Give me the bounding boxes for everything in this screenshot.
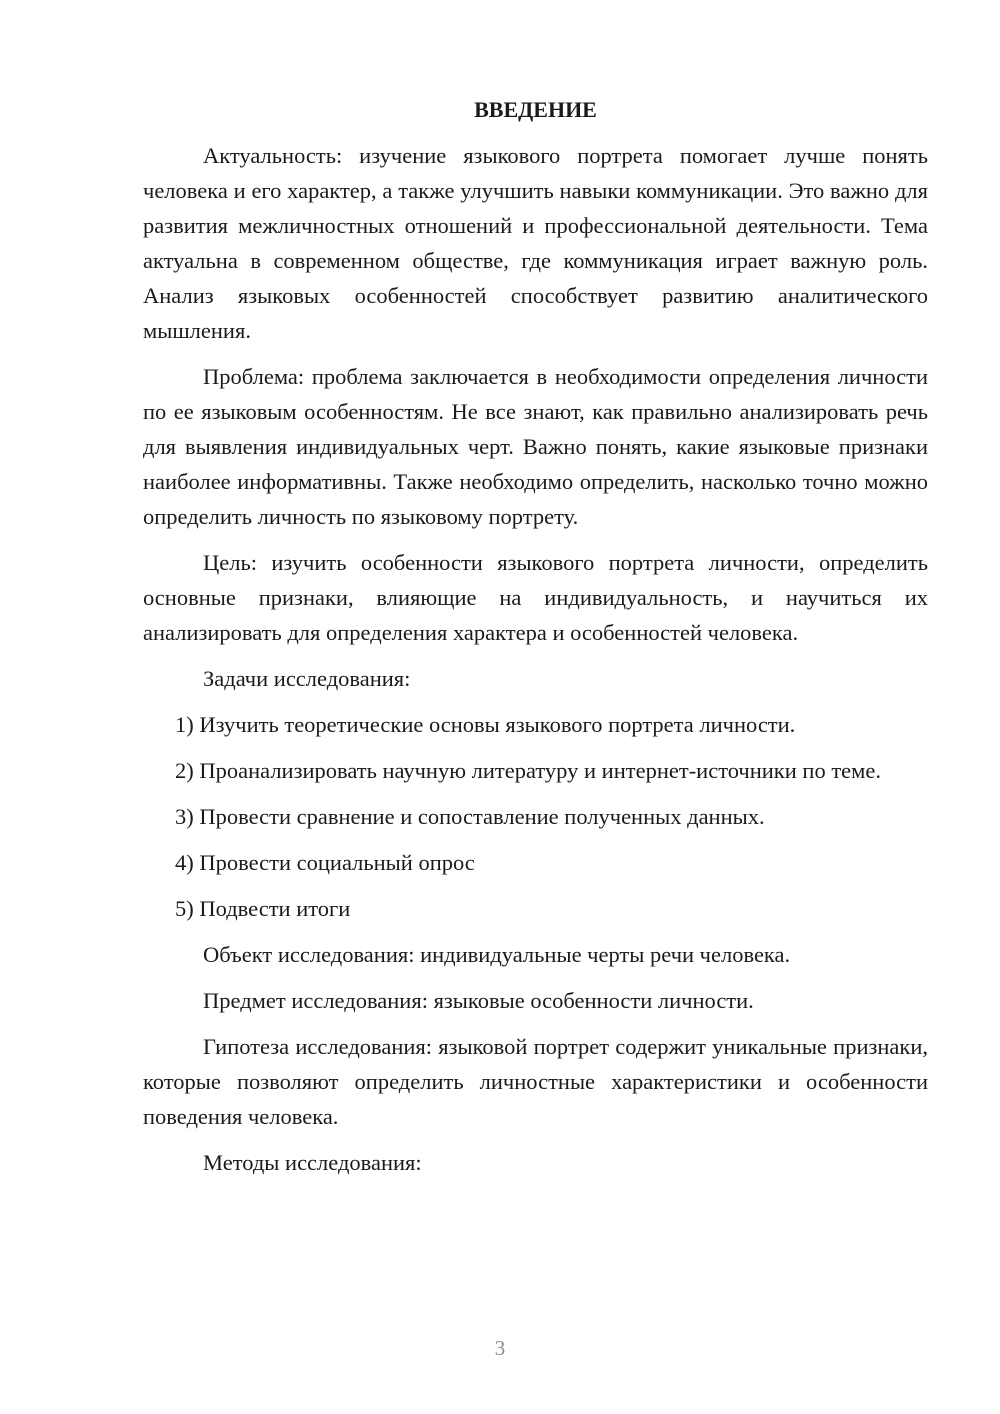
page-number: 3 — [494, 1336, 506, 1360]
task-item: 4) Провести социальный опрос — [175, 850, 475, 875]
relevance-paragraph: Актуальность: изучение языкового портрета помогает лучше понять человека и его характер, а также улучшить навыки коммуникации. Это важно для развития межличностных отношений и профессиональной деятельности. Тема актуальна в современном обществе, где коммуникация играет важную роль. Анализ языковых особенностей способствует развитию аналитического мышления. — [143, 143, 928, 343]
section-title: ВВЕДЕНИЕ — [474, 97, 597, 122]
tasks-heading: Задачи исследования: — [203, 666, 411, 691]
task-item: 1) Изучить теоретические основы языкового портрета личности. — [175, 712, 796, 737]
subject-paragraph: Предмет исследования: языковые особенности личности. — [203, 988, 754, 1013]
goal-paragraph: Цель: изучить особенности языкового портрета личности, определить основные признаки, влияющие на индивидуальность, и научиться их анализировать для определения характера и особенностей человека. — [143, 550, 928, 645]
object-paragraph: Объект исследования: индивидуальные черты речи человека. — [203, 942, 791, 967]
task-item: 3) Провести сравнение и сопоставление полученных данных. — [175, 804, 765, 829]
methods-heading: Методы исследования: — [203, 1150, 422, 1175]
task-item: 5) Подвести итоги — [175, 896, 351, 921]
problem-paragraph: Проблема: проблема заключается в необходимости определения личности по ее языковым особенностям. Не все знают, как правильно анализировать речь для выявления индивидуальных черт. Важно понять, какие языковые признаки наиболее информативны. Также необходимо определить, насколько точно можно определить личность по языковому портрету. — [143, 364, 928, 529]
task-item: 2) Проанализировать научную литературу и интернет-источники по теме. — [175, 758, 881, 783]
hypothesis-paragraph: Гипотеза исследования: языковой портрет содержит уникальные признаки, которые позволяют определить личностные характеристики и особенности поведения человека. — [143, 1034, 928, 1129]
document-page — [143, 92, 928, 1191]
